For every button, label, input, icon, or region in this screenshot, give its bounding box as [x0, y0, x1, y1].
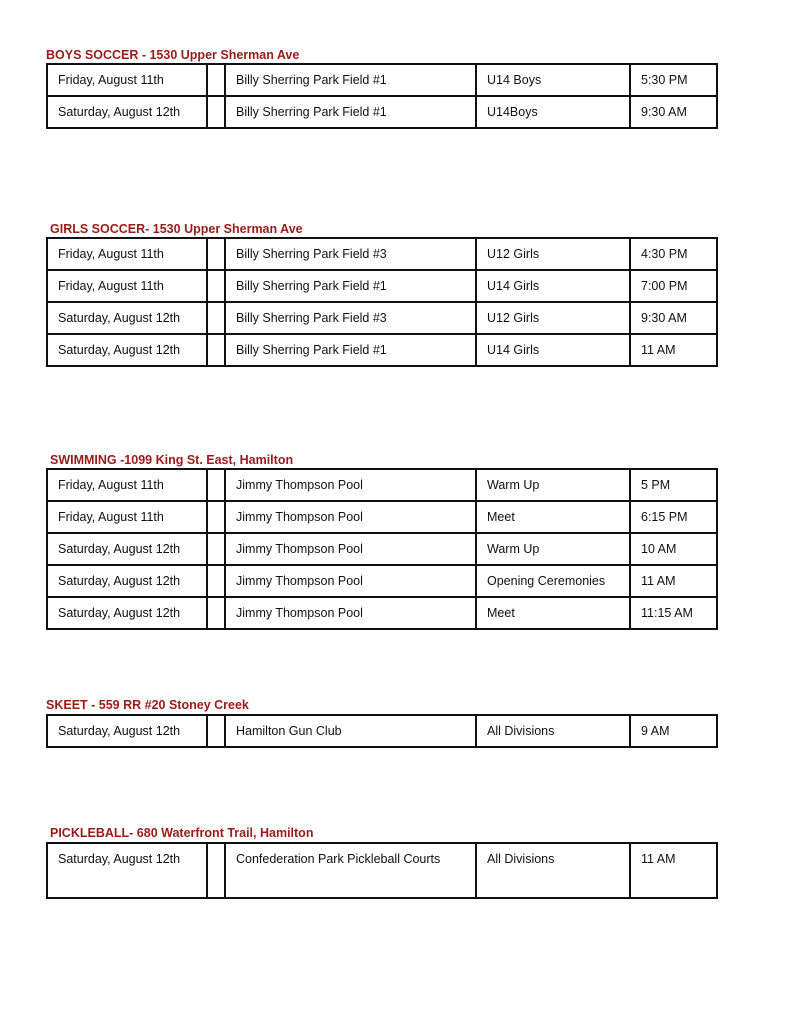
time-cell: 10 AM	[630, 533, 717, 565]
empty-cell	[207, 270, 225, 302]
time-cell: 9:30 AM	[630, 302, 717, 334]
empty-cell	[207, 533, 225, 565]
time-cell: 7:00 PM	[630, 270, 717, 302]
event-cell: All Divisions	[476, 715, 630, 747]
venue-cell: Billy Sherring Park Field #3	[225, 238, 476, 270]
event-cell: All Divisions	[476, 843, 630, 898]
venue-cell: Billy Sherring Park Field #1	[225, 270, 476, 302]
empty-cell	[207, 334, 225, 366]
event-cell: U12 Girls	[476, 238, 630, 270]
time-cell: 4:30 PM	[630, 238, 717, 270]
day-cell: Saturday, August 12th	[47, 302, 207, 334]
day-cell: Saturday, August 12th	[47, 715, 207, 747]
venue-cell: Jimmy Thompson Pool	[225, 533, 476, 565]
venue-cell: Billy Sherring Park Field #1	[225, 96, 476, 128]
time-cell: 9:30 AM	[630, 96, 717, 128]
event-cell: U14Boys	[476, 96, 630, 128]
day-cell: Saturday, August 12th	[47, 597, 207, 629]
time-cell: 11 AM	[630, 565, 717, 597]
event-cell: Warm Up	[476, 533, 630, 565]
event-cell: U12 Girls	[476, 302, 630, 334]
empty-cell	[207, 843, 225, 898]
time-cell: 11 AM	[630, 843, 717, 898]
venue-cell: Jimmy Thompson Pool	[225, 469, 476, 501]
empty-cell	[207, 469, 225, 501]
section-heading-boys-soccer: BOYS SOCCER - 1530 Upper Sherman Ave	[46, 48, 300, 62]
day-cell: Saturday, August 12th	[47, 96, 207, 128]
table-row	[47, 270, 717, 302]
skeet-table	[46, 714, 718, 748]
empty-cell	[207, 597, 225, 629]
time-cell: 11:15 AM	[630, 597, 717, 629]
table-row	[47, 238, 717, 270]
day-cell: Saturday, August 12th	[47, 843, 207, 898]
day-cell: Saturday, August 12th	[47, 334, 207, 366]
table-row	[47, 64, 717, 96]
empty-cell	[207, 565, 225, 597]
time-cell: 9 AM	[630, 715, 717, 747]
day-cell: Friday, August 11th	[47, 238, 207, 270]
venue-cell: Jimmy Thompson Pool	[225, 501, 476, 533]
table-row	[47, 96, 717, 128]
day-cell: Friday, August 11th	[47, 469, 207, 501]
day-cell: Friday, August 11th	[47, 270, 207, 302]
pickleball-table	[46, 842, 718, 899]
table-row	[47, 334, 717, 366]
event-cell: Meet	[476, 501, 630, 533]
empty-cell	[207, 64, 225, 96]
venue-cell: Jimmy Thompson Pool	[225, 565, 476, 597]
venue-cell: Hamilton Gun Club	[225, 715, 476, 747]
table-row	[47, 715, 717, 747]
event-cell: U14 Girls	[476, 270, 630, 302]
venue-cell: Jimmy Thompson Pool	[225, 597, 476, 629]
empty-cell	[207, 238, 225, 270]
time-cell: 11 AM	[630, 334, 717, 366]
table-row	[47, 565, 717, 597]
girls-soccer-table	[46, 237, 718, 367]
day-cell: Saturday, August 12th	[47, 533, 207, 565]
event-cell: Opening Ceremonies	[476, 565, 630, 597]
venue-cell: Billy Sherring Park Field #3	[225, 302, 476, 334]
event-cell: Meet	[476, 597, 630, 629]
table-row	[47, 597, 717, 629]
empty-cell	[207, 715, 225, 747]
section-heading-skeet: SKEET - 559 RR #20 Stoney Creek	[46, 698, 249, 712]
table-row	[47, 501, 717, 533]
day-cell: Friday, August 11th	[47, 501, 207, 533]
day-cell: Friday, August 11th	[47, 64, 207, 96]
table-row	[47, 843, 717, 898]
venue-cell: Billy Sherring Park Field #1	[225, 64, 476, 96]
table-row	[47, 469, 717, 501]
empty-cell	[207, 302, 225, 334]
boys-soccer-table	[46, 63, 718, 129]
table-row	[47, 533, 717, 565]
time-cell: 5 PM	[630, 469, 717, 501]
event-cell: Warm Up	[476, 469, 630, 501]
venue-cell: Billy Sherring Park Field #1	[225, 334, 476, 366]
swimming-table	[46, 468, 718, 630]
section-heading-pickleball: PICKLEBALL- 680 Waterfront Trail, Hamilton	[50, 826, 314, 840]
venue-cell: Confederation Park Pickleball Courts	[225, 843, 476, 898]
empty-cell	[207, 96, 225, 128]
time-cell: 6:15 PM	[630, 501, 717, 533]
event-cell: U14 Boys	[476, 64, 630, 96]
section-heading-swimming: SWIMMING -1099 King St. East, Hamilton	[50, 453, 294, 467]
event-cell: U14 Girls	[476, 334, 630, 366]
day-cell: Saturday, August 12th	[47, 565, 207, 597]
section-heading-girls-soccer: GIRLS SOCCER- 1530 Upper Sherman Ave	[50, 222, 303, 236]
time-cell: 5:30 PM	[630, 64, 717, 96]
empty-cell	[207, 501, 225, 533]
table-row	[47, 302, 717, 334]
